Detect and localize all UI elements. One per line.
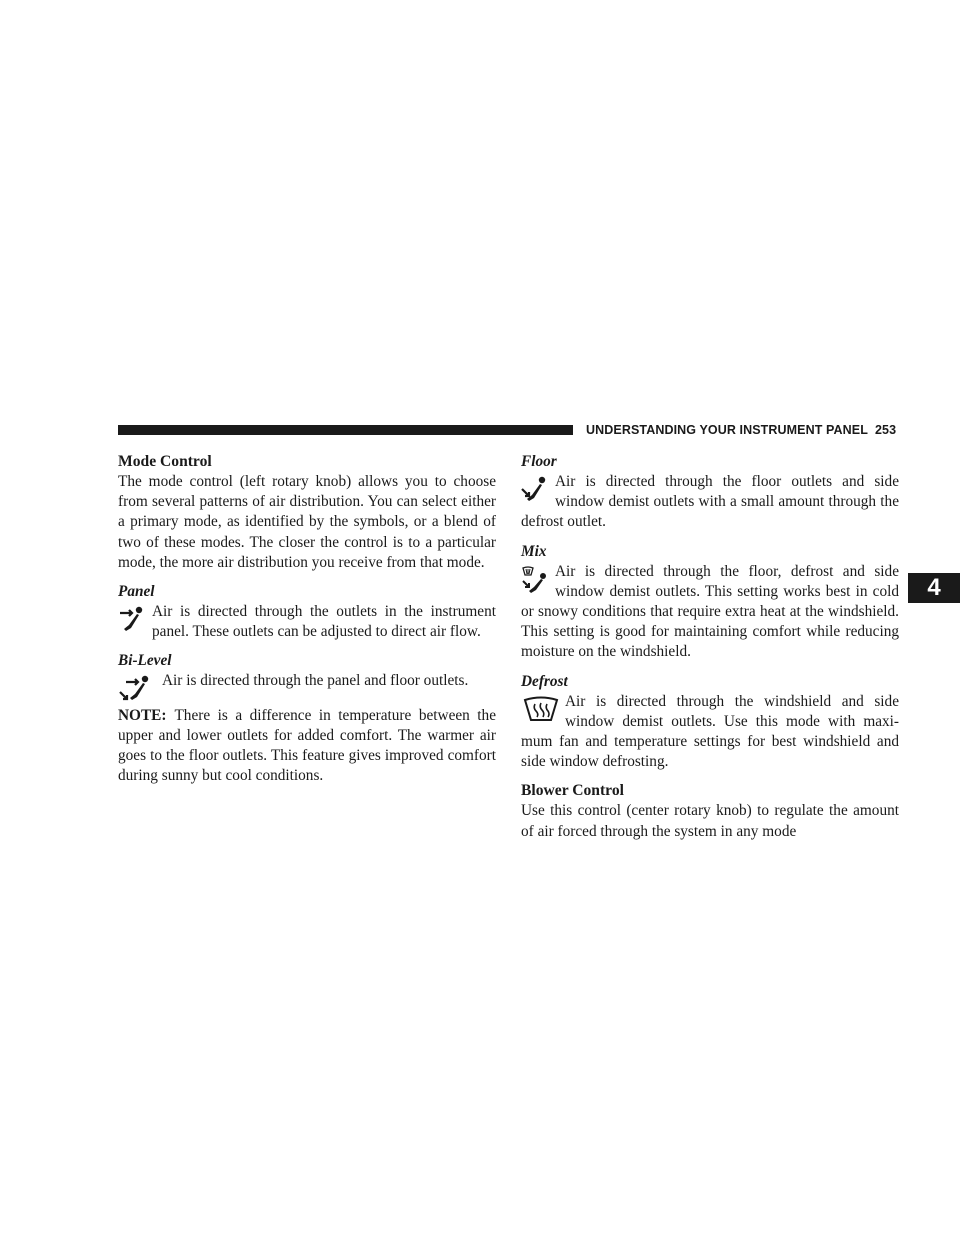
panel-heading: Panel [118,583,155,601]
floor-text: Air is directed through the floor outlets and side window demist outlets with a small amount through the defrost outlet. [521,473,899,531]
bilevel-mode-icon [118,675,158,703]
mix-heading: Mix [521,542,547,560]
panel-text: Air is directed through the outlets in the instrument panel. These outlets can be adjusted to direct air flow. [152,603,496,641]
page-number: 253 [874,423,897,437]
defrost-heading: Defrost [521,672,568,690]
mix-text: Air is directed through the floor, defrost and side window demist outlets. This setting works best in cold or snowy conditions that require extra heat at the windshield. This setting is good for maintaining comfort while reducing moisture on the windshield. [521,562,899,661]
mix-mode-icon [521,566,551,594]
bilevel-heading: Bi-Level [118,652,172,670]
panel-mode [118,582,496,642]
panel-mode-icon [118,606,148,634]
blower-control-text: Use this control (center rotary knob) to regulate the amount of air forced through the system in any mode [521,802,899,840]
right-column [521,452,899,851]
floor-heading: Floor [521,453,557,470]
floor-mode-icon [521,476,551,504]
bilevel-mode [118,651,496,691]
defrost-mode-icon [521,696,561,724]
left-column [118,452,496,786]
floor-mode [521,452,899,533]
note-label: NOTE: [118,706,167,724]
mode-control-text: The mode control (left rotary knob) allows you to choose from several patterns of air distribution. You can select either a primary mode, as identified by the symbols, or a blend of two of these modes. The closer the control is to a particular mode, the more air distribution you receive from that mode. [118,473,496,571]
section-title: UNDERSTANDING YOUR INSTRUMENT PANEL [586,423,868,437]
note-text: There is a difference in temperature between the upper and lower outlets for added comfort. The warmer air goes to the floor outlets. This feature gives improved comfort during sunny but cool conditions. [118,706,496,785]
running-header [586,423,896,437]
note-paragraph [118,706,496,787]
bilevel-text: Air is directed through the panel and floor outlets. [162,672,469,690]
mix-mode [521,542,899,663]
header-rule [118,425,573,435]
chapter-tab: 4 [908,573,960,603]
defrost-text: Air is directed through the windshield and side window demist outlets. Use this mode with maxi-mum fan and temperature settings for best windshield and side window defrosting. [521,692,899,771]
blower-control-section [521,781,899,841]
defrost-mode [521,672,899,773]
blower-control-heading: Blower Control [521,782,624,800]
mode-control-heading: Mode Control [118,453,212,470]
mode-control-section [118,452,496,573]
